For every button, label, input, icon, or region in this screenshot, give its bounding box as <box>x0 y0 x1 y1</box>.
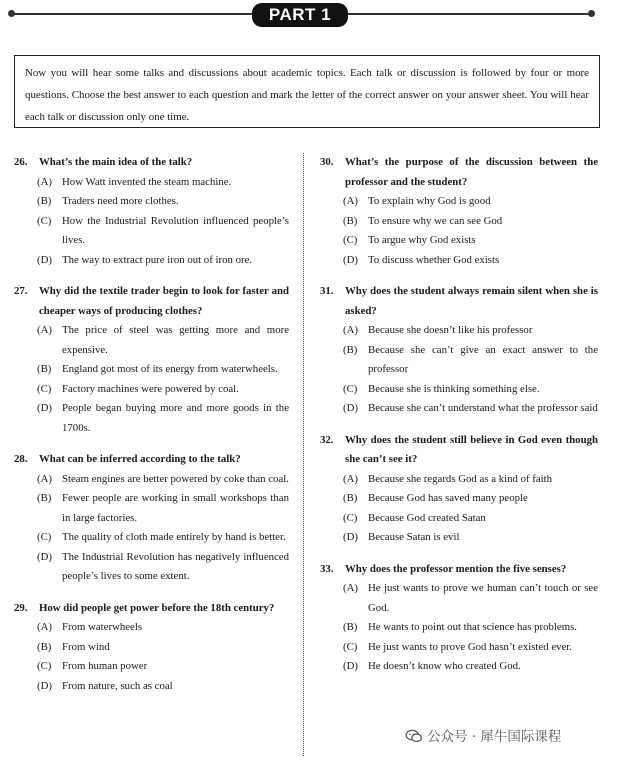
option-text: Because she is thinking something else. <box>368 382 540 395</box>
option-text: Because she regards God as a kind of faith <box>368 472 553 485</box>
option-letter: (C) <box>37 214 52 227</box>
option-text: From nature, such as coal <box>62 679 173 692</box>
option-letter: (A) <box>37 175 52 188</box>
right-question-column <box>320 153 598 689</box>
option-text: Because she can’t understand what the professor said <box>368 402 598 414</box>
option-letter: (B) <box>37 195 52 207</box>
option-letter: (B) <box>37 640 52 653</box>
option-text: Steam engines are better powered by coke than coal. <box>62 472 289 485</box>
option-letter: (D) <box>343 402 358 414</box>
option-letter: (C) <box>343 640 358 653</box>
option-letter: (C) <box>343 234 358 246</box>
option-letter: (A) <box>343 195 358 207</box>
question-text: Why does the student always remain silent when she is asked? <box>345 285 598 317</box>
question-stem <box>14 282 289 321</box>
option-text: The way to extract pure iron out of iron ore. <box>62 253 253 266</box>
option-letter: (A) <box>37 621 52 633</box>
answer-option <box>343 528 598 548</box>
question-text: Why did the textile trader begin to look for faster and cheaper ways of producing clothes? <box>39 285 289 317</box>
answer-option <box>37 638 289 658</box>
answer-option <box>37 380 289 400</box>
option-text: To explain why God is good <box>368 195 491 207</box>
option-letter: (D) <box>343 253 358 266</box>
option-letter: (B) <box>37 492 52 504</box>
option-letter: (A) <box>343 324 358 336</box>
answer-options <box>14 173 289 271</box>
question-text: What can be inferred according to the talk? <box>39 453 241 465</box>
left-question-column <box>14 153 289 708</box>
answer-option <box>37 677 289 697</box>
option-text: The quality of cloth made entirely by hand is better. <box>62 531 286 543</box>
option-text: How the Industrial Revolution influenced people’s lives. <box>62 214 289 246</box>
option-text: Because God created Satan <box>368 511 486 524</box>
answer-option <box>343 399 598 419</box>
answer-option <box>37 470 289 490</box>
option-letter: (D) <box>37 253 52 266</box>
answer-options <box>320 579 598 677</box>
option-text: Because she can’t give an exact answer to the professor <box>368 343 598 375</box>
answer-option <box>343 638 598 658</box>
option-letter: (A) <box>37 472 52 485</box>
option-letter: (C) <box>37 382 52 395</box>
option-text: England got most of its energy from waterwheels. <box>62 363 278 375</box>
answer-option <box>37 399 289 438</box>
question-28 <box>14 450 289 587</box>
option-text: To discuss whether God exists <box>368 253 500 266</box>
option-letter: (C) <box>343 382 358 395</box>
question-stem <box>320 153 598 192</box>
option-letter: (B) <box>343 343 358 356</box>
answer-option <box>37 192 289 212</box>
question-number: 27. <box>14 285 28 297</box>
watermark <box>405 725 561 745</box>
question-text: What’s the purpose of the discussion between the professor and the student? <box>345 156 598 188</box>
question-stem <box>320 431 598 470</box>
option-text: People began buying more and more goods in the 1700s. <box>62 402 289 434</box>
option-letter: (A) <box>37 324 52 336</box>
answer-option <box>343 657 598 677</box>
question-number: 28. <box>14 453 28 465</box>
option-text: He doesn’t know who created God. <box>368 660 521 672</box>
question-text: What’s the main idea of the talk? <box>39 156 193 168</box>
option-text: He just wants to prove we human can’t touch or see God. <box>368 582 598 614</box>
option-letter: (A) <box>343 582 358 594</box>
option-text: From wind <box>62 640 110 653</box>
option-letter: (D) <box>37 679 52 692</box>
answer-option <box>37 251 289 271</box>
header-rule-dot-right <box>588 10 595 17</box>
answer-options <box>320 321 598 419</box>
answer-option <box>343 579 598 618</box>
answer-options <box>320 192 598 270</box>
option-text: To ensure why we can see God <box>368 214 503 227</box>
option-letter: (B) <box>343 492 358 504</box>
option-text: Traders need more clothes. <box>62 195 179 207</box>
option-text: Because God has saved many people <box>368 492 528 504</box>
question-29 <box>14 599 289 697</box>
option-text: To argue why God exists <box>368 234 476 246</box>
answer-option <box>37 321 289 360</box>
question-number: 31. <box>320 285 334 297</box>
question-number: 30. <box>320 156 334 168</box>
question-27 <box>14 282 289 438</box>
question-text: Why does the professor mention the five senses? <box>345 562 567 575</box>
column-divider <box>303 153 304 756</box>
answer-option <box>343 489 598 509</box>
question-32 <box>320 431 598 548</box>
option-text: From human power <box>62 660 148 672</box>
option-text: From waterwheels <box>62 621 143 633</box>
answer-options <box>14 321 289 438</box>
answer-option <box>343 321 598 341</box>
instructions-box: Now you will hear some talks and discussions about academic topics. Each talk or discussion is followed by four or more questions. Choose the best answer to each question and mark the letter of the correct answer on your answer sheet. You will hear each talk or discussion only one time. <box>14 55 600 128</box>
question-number: 32. <box>320 433 334 446</box>
option-text: How Watt invented the steam machine. <box>62 175 232 188</box>
answer-option <box>37 618 289 638</box>
part-badge: PART 1 <box>252 3 348 27</box>
option-letter: (D) <box>343 660 358 672</box>
option-text: Because she doesn’t like his professor <box>368 324 533 336</box>
answer-options <box>14 618 289 696</box>
answer-option <box>37 360 289 380</box>
option-text: He just wants to prove God hasn’t existed ever. <box>368 640 573 653</box>
answer-option <box>343 618 598 638</box>
option-letter: (B) <box>343 214 358 227</box>
option-text: He wants to point out that science has problems. <box>368 621 577 633</box>
option-text: Fewer people are working in small workshops than in large factories. <box>62 492 289 524</box>
answer-option <box>343 470 598 490</box>
question-text: How did people get power before the 18th century? <box>39 601 275 614</box>
option-letter: (C) <box>343 511 358 524</box>
answer-option <box>37 489 289 528</box>
watermark-text: 公众号 · 犀牛国际课程 <box>427 729 562 745</box>
option-text: Because Satan is evil <box>368 531 460 543</box>
answer-option <box>343 509 598 529</box>
question-33 <box>320 560 598 677</box>
answer-options <box>14 470 289 587</box>
answer-option <box>37 212 289 251</box>
answer-option <box>343 251 598 271</box>
question-30 <box>320 153 598 270</box>
answer-option <box>37 173 289 193</box>
option-letter: (B) <box>343 621 358 633</box>
answer-option <box>343 341 598 380</box>
question-26 <box>14 153 289 270</box>
answer-option <box>343 212 598 232</box>
question-31 <box>320 282 598 419</box>
option-letter: (C) <box>37 531 52 543</box>
option-letter: (B) <box>37 363 52 375</box>
answer-option <box>343 231 598 251</box>
wechat-icon <box>405 729 423 743</box>
option-letter: (D) <box>343 531 358 543</box>
question-stem <box>14 450 289 470</box>
option-text: Factory machines were powered by coal. <box>62 382 239 395</box>
answer-option <box>37 657 289 677</box>
question-stem <box>320 560 598 580</box>
question-number: 33. <box>320 562 334 575</box>
option-letter: (A) <box>343 472 358 485</box>
answer-option <box>343 192 598 212</box>
option-text: The price of steel was getting more and more expensive. <box>62 324 289 356</box>
option-letter: (D) <box>37 402 52 414</box>
question-stem <box>14 153 289 173</box>
question-stem <box>14 599 289 619</box>
answer-option <box>37 528 289 548</box>
option-letter: (D) <box>37 550 52 563</box>
option-letter: (C) <box>37 660 52 672</box>
answer-option <box>37 548 289 587</box>
answer-option <box>343 380 598 400</box>
answer-options <box>320 470 598 548</box>
question-number: 26. <box>14 156 28 168</box>
question-number: 29. <box>14 601 28 614</box>
question-text: Why does the student still believe in God even though she can’t see it? <box>345 433 598 465</box>
question-stem <box>320 282 598 321</box>
header-rule-dot-left <box>8 10 15 17</box>
option-text: The Industrial Revolution has negatively influenced people’s lives to some extent. <box>62 550 289 582</box>
